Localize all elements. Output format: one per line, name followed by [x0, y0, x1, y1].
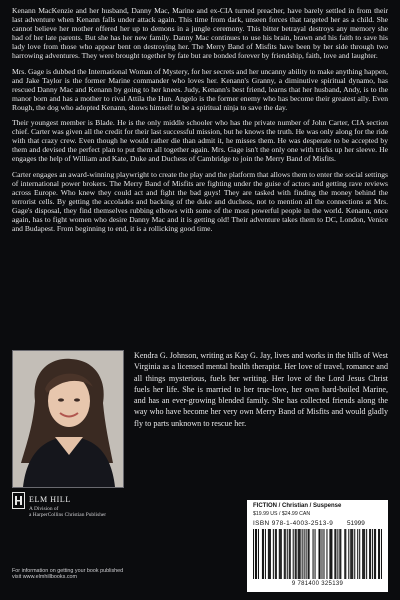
barcode-bar [270, 529, 271, 579]
barcode-bar [275, 529, 276, 579]
barcode-bar [309, 529, 310, 579]
publisher-info [12, 568, 162, 581]
barcode-bar [340, 529, 341, 579]
barcode-bar [323, 529, 324, 579]
barcode-bar [280, 529, 281, 579]
barcode-bar [348, 529, 349, 579]
barcode-bar [344, 529, 345, 579]
barcode-bar [296, 529, 297, 579]
barcode-bar [262, 529, 263, 579]
publisher-block [12, 492, 172, 592]
barcode-bar [366, 529, 367, 579]
price-code: 51999 [347, 520, 365, 527]
barcode-bar [352, 529, 353, 579]
barcode-bar [276, 529, 277, 579]
barcode-bar [318, 529, 319, 579]
barcode-bar [281, 529, 282, 579]
barcode-bar [339, 529, 340, 579]
publisher-name: ELM HILL [29, 495, 71, 504]
barcode-bar [321, 529, 322, 579]
barcode-bar [256, 529, 257, 579]
barcode-bar [304, 529, 305, 579]
genre-label: FICTION / Christian / Suspense [253, 503, 342, 509]
barcode-bar [268, 529, 269, 579]
barcode-bar [329, 529, 330, 579]
barcode-bar [326, 529, 327, 579]
barcode-bar [298, 529, 299, 579]
barcode-bar [354, 529, 355, 579]
barcode-bar [302, 529, 303, 579]
barcode-bar [381, 529, 382, 579]
synopsis-paragraph-4: Carter engages an award-winning playwright to create the play and the platform that allows them to enter the social settings of international power brokers. The Merry Band of Misfits are fighting under the guise of actors and getting rave reviews across Europe. Who knew they could act and fight the bad guys! They are tasked with finding the money behind the terrorist cells. By getting the accolades and backing of the duke and duchess, not to mention all the connections at Mrs. Gage's disposal, they find themselves rubbing elbows with some of the most powerful people in the world. Kenann, once again, has to fight women who desire Danny Mac and it is getting old! Their adventure takes them to DC, London, Venice and Budapest. From beginning to end, it is a rollicking good time. [12, 169, 388, 234]
barcode-bar [374, 529, 375, 579]
barcode-bar [331, 529, 332, 579]
synopsis-paragraph-3: Their youngest member is Blade. He is the only middle schooler who has the private number of John Carter, CIA section chief. Carter was given all the credit for their last successful mission, but he knows the truth. He was only along for the ride with that crazy crew. Even though he would rather die than admit it, he misses them. He was desperate to be accepted by them and devised the perfect plan to put them all together again. Mrs. Gage isn't the only one with tricks up her sleeve. He engages the help of William and Kate, Duke and Duchess of Cambridge to join the Merry Band of Misfits. [12, 118, 388, 164]
publisher-division: A Division of [29, 506, 59, 512]
barcode-bar [263, 529, 264, 579]
barcode-bar [306, 529, 307, 579]
barcode-panel [247, 500, 388, 592]
barcode-bar [334, 529, 335, 579]
publisher-info-line-2: visit www.elmhillbooks.com [12, 574, 78, 581]
barcode-bar [284, 529, 285, 579]
publisher-info-line-1: For information on getting your book published [12, 568, 124, 574]
barcode-bar [351, 529, 352, 579]
barcode-bar [378, 529, 379, 579]
barcode-bar [287, 529, 288, 579]
barcode-bar [379, 529, 380, 579]
barcode-bar [319, 529, 320, 579]
barcode-bar [265, 529, 266, 579]
author-section [12, 350, 388, 490]
barcode-bar [255, 529, 256, 579]
barcode-number: 9 781400 325139 [291, 581, 344, 587]
publisher-parent: a HarperCollins Christian Publisher [29, 512, 107, 518]
author-photo [12, 350, 124, 488]
synopsis-paragraph-2: Mrs. Gage is dubbed the International Woman of Mystery, for her secrets and her uncanny ability to make anything happen, and Jake Taylor is the former Marine commander who loves her. Kenann's Granny, a diminutive spiritual dynamo, has rescued Danny Mac and Kenann by going to her knees. Judy, Kenann's best friend, learns that her husband, Andy, is to the manor born and has a mother to rival Attila the Hun. Angelo is the former enemy who has become their greatest ally. Even Rough, the dog who adopted Kenann, shows himself to be a spiritual ninja to save the day. [12, 66, 388, 112]
barcode-bar [337, 529, 338, 579]
isbn-label: ISBN 978-1-4003-2513-9 [253, 520, 334, 527]
barcode-bar [299, 529, 300, 579]
barcode-bar [370, 529, 371, 579]
barcode-bar [293, 529, 294, 579]
elm-hill-logo-icon [12, 492, 25, 509]
barcode-bar [295, 529, 296, 579]
barcode-bar [308, 529, 309, 579]
barcode-bar [359, 529, 360, 579]
barcode-bar [269, 529, 270, 579]
barcode-bar [375, 529, 376, 579]
barcode-bar [335, 529, 336, 579]
barcode-bar [369, 529, 370, 579]
barcode-bar [285, 529, 286, 579]
barcode-bar [362, 529, 363, 579]
author-bio: Kendra G. Johnson, writing as Kay G. Jay, lives and works in the hills of West Virginia as a licensed mental health therapist. Her love of travel, romance and all things mysterious, fuels her writing. Her love of the Lord Jesus Christ fuels her life. She is married to her true-love, her own hard-boiled Marine, and has an ever-growing blended family. She has collected friends along the way who have become her very own Merry Band of Misfits and would gladly fly to parts unknown to rescue her. [134, 351, 388, 428]
synopsis [12, 6, 388, 239]
barcode-bar [273, 529, 274, 579]
barcode-bar [300, 529, 301, 579]
barcode-bar [350, 529, 351, 579]
price-label: $19.99 US / $24.99 CAN [253, 511, 311, 517]
barcode-bar [357, 529, 358, 579]
barcode-bar [315, 529, 316, 579]
barcode-icon [253, 529, 382, 579]
barcode-bar [364, 529, 365, 579]
barcode-bar [258, 529, 259, 579]
barcode-bar [253, 529, 254, 579]
barcode-bar [330, 529, 331, 579]
barcode-bar [290, 529, 291, 579]
barcode-bar [279, 529, 280, 579]
synopsis-paragraph-1: Kenann MacKenzie and her husband, Danny Mac, Marine and ex-CIA turned preacher, have barely settled in from their last adventure when Kenann falls under attack again. This time from dark, unseen forces that targeted her as a child. She cannot believe her mother offered her up to demons in a jungle ceremony. This bitter betrayal destroys any memory she had of her late parents. But she has her new family. Danny Mac continues to use his brain, brawn and his faith to save his lady love from those who appear bent on destroying her. The Merry Band of Misfits have been by her side through two harrowing adventures. They were brought together by fate but are bonded forever by friendship, faith, love and laughter. [12, 6, 388, 61]
barcode-bar [313, 529, 314, 579]
barcode-bar [372, 529, 373, 579]
barcode-bar [363, 529, 364, 579]
barcode-bar [289, 529, 290, 579]
barcode-bar [345, 529, 346, 579]
author-portrait-icon [13, 351, 123, 487]
